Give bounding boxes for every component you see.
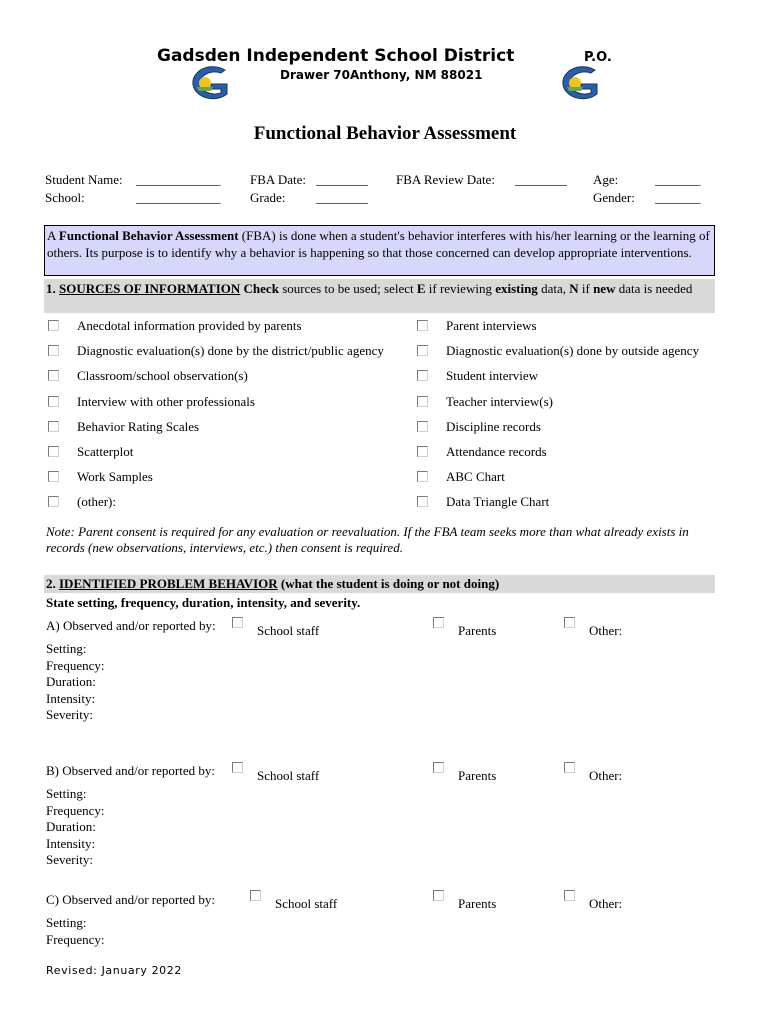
block-a-school-staff-checkbox[interactable] [232, 617, 243, 628]
source-left-5-label: Behavior Rating Scales [77, 418, 200, 434]
source-left-1-label: Anecdotal information provided by parents [77, 318, 302, 333]
gender-label: Gender: [593, 190, 635, 205]
block-b-school-staff-label: School staff [257, 768, 320, 783]
source-right-2-checkbox[interactable] [417, 345, 428, 356]
block-c-reported-label: C) Observed and/or reported by: [46, 892, 215, 907]
block-a-frequency[interactable]: Frequency: [46, 657, 105, 673]
block-a-intensity[interactable]: Intensity: [46, 690, 96, 706]
block-b-setting[interactable]: Setting: [46, 786, 87, 801]
fba-review-date-label: FBA Review Date: [396, 172, 495, 187]
source-left-8-checkbox[interactable] [48, 496, 59, 507]
block-c-school-staff-checkbox[interactable] [250, 890, 261, 901]
source-left-1-checkbox[interactable] [48, 320, 59, 331]
source-left-3-label: Classroom/school observation(s) [77, 368, 248, 384]
school-field[interactable]: _____________ [136, 190, 221, 205]
block-c-other-checkbox[interactable] [564, 890, 575, 901]
block-b-intensity[interactable]: Intensity: [46, 835, 96, 851]
student-name-label: Student Name: [45, 172, 123, 187]
block-c-school-staff-label: School staff [275, 896, 338, 911]
block-b-frequency[interactable]: Frequency: [46, 802, 105, 818]
block-b-reported-label: B) Observed and/or reported by: [46, 763, 215, 778]
source-right-7-checkbox[interactable] [417, 471, 428, 482]
block-a-parents-label: Parents [458, 623, 497, 638]
block-b-other-checkbox[interactable] [564, 762, 575, 773]
block-b-parents-checkbox[interactable] [433, 762, 444, 773]
block-b-duration[interactable]: Duration: [46, 819, 96, 834]
source-right-7-label: ABC Chart [446, 469, 505, 485]
source-right-1-checkbox[interactable] [417, 320, 428, 331]
age-label: Age: [593, 172, 619, 187]
grade-field[interactable]: ________ [316, 190, 368, 205]
source-left-8-label: (other): [77, 494, 116, 510]
source-right-2-label: Diagnostic evaluation(s) done by outside agency [446, 343, 700, 359]
consent-note: Note: Parent consent is required for any evaluation or reevaluation. If the FBA team seeks more than what already exists in records (new observations, interviews, etc.) then consent is required. [46, 524, 689, 555]
grade-label: Grade: [250, 190, 286, 205]
block-a-fields [46, 641, 104, 724]
section-2-heading: 2. IDENTIFIED PROBLEM BEHAVIOR (what the student is doing or not doing) [44, 575, 715, 593]
block-a-setting[interactable]: Setting: [46, 641, 87, 656]
source-left-4-checkbox[interactable] [48, 396, 59, 407]
source-left-4-label: Interview with other professionals [77, 393, 255, 409]
block-c-parents-checkbox[interactable] [433, 890, 444, 901]
intro-paragraph: A Functional Behavior Assessment (FBA) is done when a student's behavior interferes with his/her learning or the learning of others. Its purpose is to identify why a behavior is happening so that those concerned can develop appropriate interventions. [44, 225, 715, 276]
district-logo-right [551, 64, 603, 102]
source-right-8-label: Data Triangle Chart [446, 494, 550, 510]
block-a-school-staff-label: School staff [257, 623, 320, 638]
school-label: School: [45, 190, 85, 205]
district-address: Drawer 70Anthony, NM 88021 [280, 68, 483, 82]
block-c-frequency[interactable]: Frequency: [46, 931, 105, 947]
age-field[interactable]: _______ [655, 172, 701, 187]
section-1-heading: 1. SOURCES OF INFORMATION Check sources to be used; select E if reviewing existing data, N if new data is needed [44, 279, 715, 313]
district-name: Gadsden Independent School District [157, 46, 515, 66]
block-b-severity[interactable]: Severity: [46, 852, 93, 867]
fba-review-date-field[interactable]: ________ [515, 172, 567, 187]
student-name-field[interactable]: _____________ [136, 172, 221, 187]
revision-footer: Revised: January 2022 [46, 964, 182, 977]
block-c-fields [46, 915, 104, 948]
source-left-2-label: Diagnostic evaluation(s) done by the district/public agency [77, 343, 384, 359]
source-left-7-checkbox[interactable] [48, 471, 59, 482]
block-a-other-label: Other: [589, 623, 623, 638]
source-right-1-label: Parent interviews [446, 318, 537, 333]
district-logo-left [181, 64, 233, 102]
document-title: Functional Behavior Assessment [253, 123, 517, 144]
source-right-3-label: Student interview [446, 368, 539, 384]
section-2-instruction: State setting, frequency, duration, intensity, and severity. [46, 595, 361, 610]
gender-field[interactable]: _______ [655, 190, 701, 205]
source-right-3-checkbox[interactable] [417, 370, 428, 381]
block-a-reported-label: A) Observed and/or reported by: [46, 618, 216, 633]
source-left-3-checkbox[interactable] [48, 370, 59, 381]
block-b-other-label: Other: [589, 768, 623, 783]
block-b-parents-label: Parents [458, 768, 497, 783]
block-a-parents-checkbox[interactable] [433, 617, 444, 628]
block-b-fields [46, 786, 104, 869]
source-left-6-checkbox[interactable] [48, 446, 59, 457]
block-a-other-checkbox[interactable] [564, 617, 575, 628]
block-a-duration[interactable]: Duration: [46, 674, 96, 689]
block-a-severity[interactable]: Severity: [46, 707, 93, 722]
block-c-setting[interactable]: Setting: [46, 915, 87, 930]
source-right-4-label: Teacher interview(s) [446, 393, 554, 409]
block-b-school-staff-checkbox[interactable] [232, 762, 243, 773]
fba-date-field[interactable]: ________ [316, 172, 368, 187]
source-left-5-checkbox[interactable] [48, 421, 59, 432]
source-left-7-label: Work Samples [77, 469, 153, 485]
block-c-parents-label: Parents [458, 896, 497, 911]
source-right-4-checkbox[interactable] [417, 396, 428, 407]
source-left-2-checkbox[interactable] [48, 345, 59, 356]
source-right-6-checkbox[interactable] [417, 446, 428, 457]
source-right-6-label: Attendance records [446, 444, 547, 459]
source-left-6-label: Scatterplot [77, 444, 134, 459]
source-right-5-label: Discipline records [446, 418, 541, 434]
block-c-other-label: Other: [589, 896, 623, 911]
po-label: P.O. [584, 50, 612, 65]
source-right-5-checkbox[interactable] [417, 421, 428, 432]
fba-date-label: FBA Date: [250, 172, 306, 187]
source-right-8-checkbox[interactable] [417, 496, 428, 507]
